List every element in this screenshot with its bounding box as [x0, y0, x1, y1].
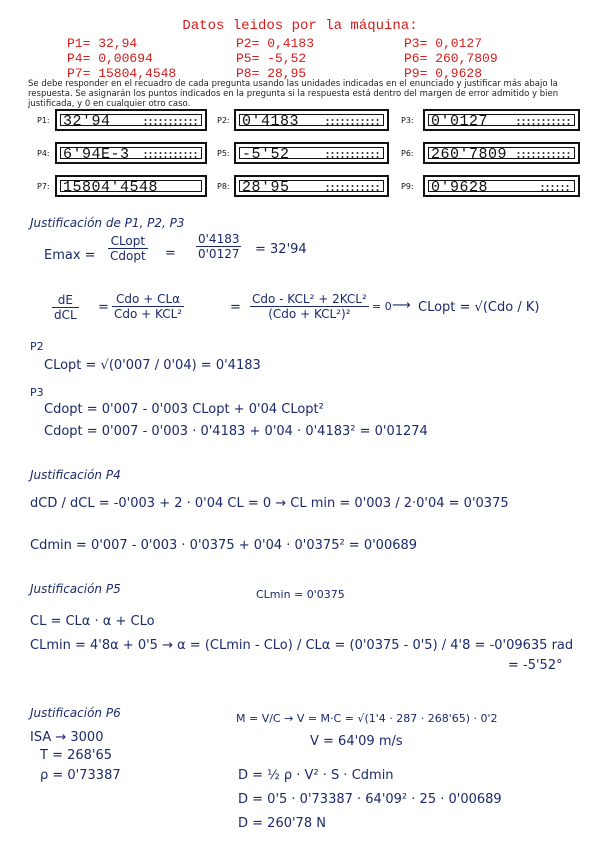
emax-denominator-value: 0'0127 — [198, 247, 240, 261]
answer-value-p3: 0'0127 — [431, 114, 489, 126]
derivative-lhs-num: dE — [52, 293, 79, 308]
p5-heading: Justificación P5 — [30, 582, 121, 596]
digit-dots — [325, 118, 379, 126]
box-label-p3: P3: — [401, 116, 414, 125]
justification-p1-heading: Justificación de P1, P2, P3 — [30, 216, 185, 230]
clopt-formula: CLopt = √(Cdo / K) — [418, 300, 540, 315]
answer-box-p8[interactable] — [234, 175, 389, 197]
p3-label: P3 — [30, 386, 44, 399]
p3-equation-2: Cdopt = 0'007 - 0'003 · 0'4183 + 0'04 · 0'4183² = 0'01274 — [44, 424, 428, 439]
reading-p7: P7= 15804,4548 — [67, 66, 177, 81]
p6-drag-3: D = 260'78 N — [238, 816, 326, 831]
answer-value-p6: 260'7809 — [431, 147, 508, 159]
derivative-equals: = — [98, 300, 109, 315]
box-label-p8: P8: — [217, 182, 230, 191]
emax-fraction-values — [196, 232, 241, 261]
p5-equation-1: CL = CLα · α + CLo — [30, 614, 155, 629]
emax-denominator: Cdopt — [110, 249, 146, 263]
answer-value-p4: 6'94E-3 — [63, 147, 130, 159]
answer-box-p1[interactable] — [55, 109, 207, 131]
digit-dots — [143, 151, 197, 159]
reading-p6: P6= 260,7809 — [404, 51, 498, 66]
derivative-zero: = 0 — [372, 300, 392, 313]
digit-dots — [325, 151, 379, 159]
derivative-fraction-2 — [250, 292, 369, 321]
p3-equation-1: Cdopt = 0'007 - 0'003 CLopt + 0'04 CLopt² — [44, 402, 324, 417]
box-label-p7: P7: — [37, 182, 50, 191]
reading-p5: P5= -5,52 — [236, 51, 307, 66]
answer-value-p8: 28'95 — [242, 180, 290, 192]
p6-drag-2: D = 0'5 · 0'73387 · 64'09² · 25 · 0'00689 — [238, 792, 502, 807]
digit-dots — [540, 184, 570, 192]
arrow-icon: ⟶ — [392, 298, 411, 313]
p6-temperature: T = 268'65 — [40, 748, 113, 763]
emax-numerator: CLopt — [108, 234, 148, 249]
reading-p1: P1= 32,94 — [67, 36, 138, 51]
answer-box-p2[interactable] — [234, 109, 389, 131]
box-label-p4: P4: — [37, 149, 50, 158]
reading-p9: P9= 0,9628 — [404, 66, 483, 81]
p5-equation-2: CLmin = 4'8α + 0'5 → α = (CLmin - CLo) / CLα = (0'0375 - 0'5) / 4'8 = -0'09635 rad — [30, 638, 574, 653]
p6-drag-1: D = ½ ρ · V² · S · Cdmin — [238, 768, 394, 783]
reading-p3: P3= 0,0127 — [404, 36, 483, 51]
answer-value-p9: 0'9628 — [431, 180, 489, 192]
emax-lhs: Emax = — [44, 248, 96, 263]
answer-box-p9[interactable] — [423, 175, 580, 197]
p2-label: P2 — [30, 340, 44, 353]
box-label-p9: P9: — [401, 182, 414, 191]
derivative-lhs-den: dCL — [54, 308, 77, 322]
answer-value-p5: -5'52 — [242, 147, 290, 159]
answer-value-p1: 32'94 — [63, 114, 111, 126]
answer-box-p6[interactable] — [423, 142, 580, 164]
p5-clmin: CLmin = 0'0375 — [256, 588, 345, 601]
p6-mach: M = V/C → V = M·C = √(1'4 · 287 · 268'65) · 0'2 — [236, 712, 498, 725]
p6-velocity: V = 64'09 m/s — [310, 734, 403, 749]
answer-box-p3[interactable] — [423, 109, 580, 131]
box-label-p1: P1: — [37, 116, 50, 125]
digit-dots — [516, 118, 570, 126]
emax-fraction — [108, 234, 148, 263]
p4-derivative: dCD / dCL = -0'003 + 2 · 0'04 CL = 0 → CL min = 0'003 / 2·0'04 = 0'0375 — [30, 496, 509, 511]
header-title: Datos leidos por la máquina: — [182, 18, 418, 34]
emax-equals: = — [165, 246, 176, 261]
reading-p8: P8= 28,95 — [236, 66, 307, 81]
p6-isa: ISA → 3000 — [30, 730, 104, 745]
reading-p2: P2= 0,4183 — [236, 36, 315, 51]
p4-heading: Justificación P4 — [30, 468, 121, 482]
derivative-den: Cdo + KCL² — [114, 307, 183, 321]
p6-heading: Justificación P6 — [30, 706, 121, 720]
derivative-num: Cdo + CLα — [112, 292, 184, 307]
answer-value-p2: 0'4183 — [242, 114, 300, 126]
instructions-text: Se debe responder en el recuadro de cada pregunta usando las unidades indicadas en el enunciado y justificar más abajo la respuesta. Se asignarán los puntos indicados en la pregunta si la respuesta está dentro del margen de error admitido y bien justificada, y 0 en cualquier otro caso. — [28, 79, 559, 109]
box-label-p2: P2: — [217, 116, 230, 125]
p6-density: ρ = 0'73387 — [40, 768, 121, 783]
derivative-lhs — [52, 293, 79, 322]
digit-dots — [143, 118, 197, 126]
answer-box-p7[interactable] — [55, 175, 207, 197]
answer-value-p7: 15804'4548 — [63, 180, 159, 192]
answer-box-p4[interactable] — [55, 142, 207, 164]
p2-equation: CLopt = √(0'007 / 0'04) = 0'4183 — [44, 358, 261, 373]
derivative-equals-2: = — [230, 300, 241, 315]
p5-result: = -5'52° — [508, 658, 563, 673]
emax-numerator-value: 0'4183 — [198, 232, 240, 246]
digit-dots — [516, 151, 570, 159]
box-label-p6: P6: — [401, 149, 414, 158]
digit-dots — [325, 184, 379, 192]
p4-cdmin: Cdmin = 0'007 - 0'003 · 0'0375 + 0'04 · 0'0375² = 0'00689 — [30, 538, 418, 553]
box-label-p5: P5: — [217, 149, 230, 158]
answer-box-p5[interactable] — [234, 142, 389, 164]
reading-p4: P4= 0,00694 — [67, 51, 153, 66]
emax-result: = 32'94 — [255, 242, 307, 257]
derivative-fraction — [112, 292, 184, 321]
derivative-den-2: (Cdo + KCL²)² — [268, 307, 351, 321]
derivative-num-2: Cdo - KCL² + 2KCL² — [252, 292, 367, 306]
